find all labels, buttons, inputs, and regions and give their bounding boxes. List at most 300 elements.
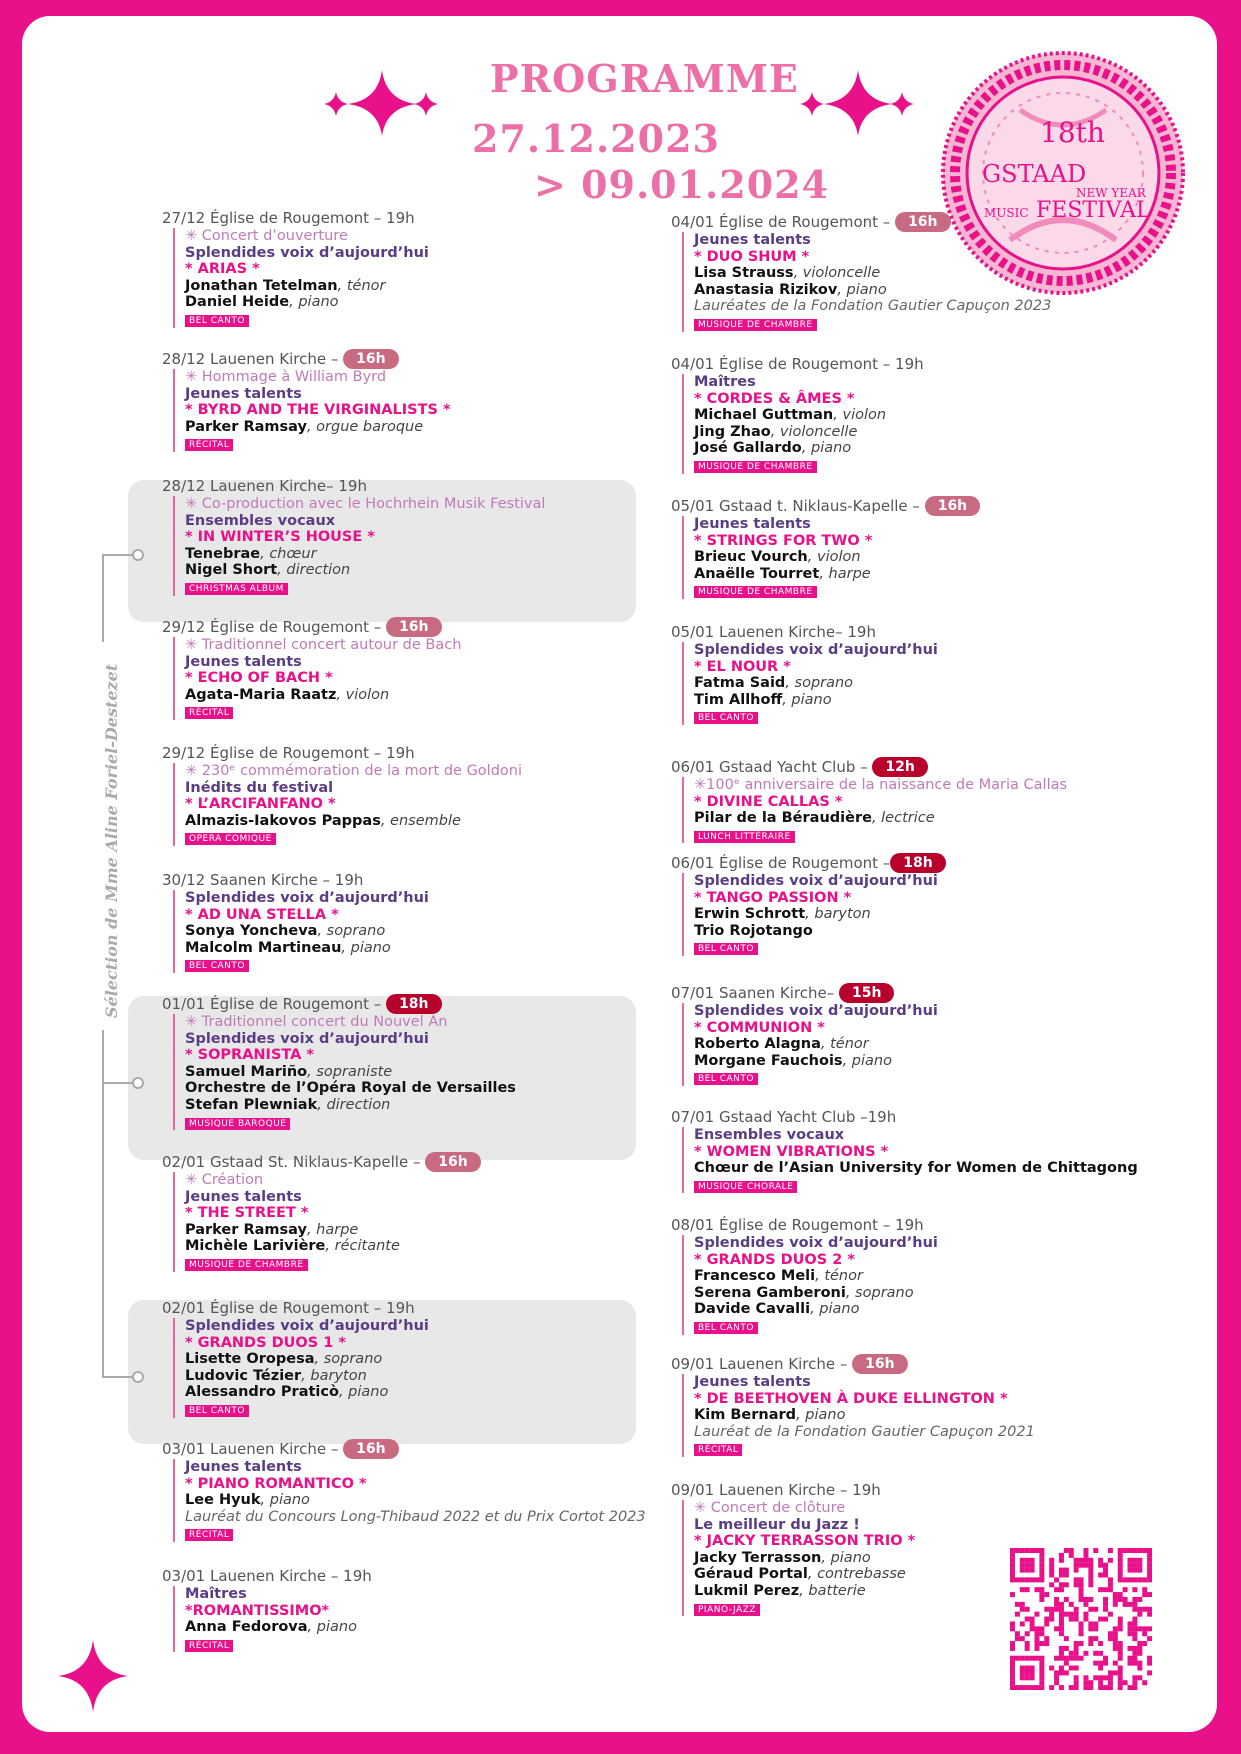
performer-role: , ténor (337, 277, 386, 294)
performer-role: , récitante (325, 1238, 400, 1255)
event-header (671, 757, 1141, 777)
performer-role: , direction (317, 1096, 391, 1113)
performer (694, 692, 1141, 709)
event-right-7 (671, 983, 1141, 1086)
event-right-6 (671, 853, 1141, 956)
genre-tag: BEL CANTO (185, 1405, 249, 1417)
event-right-9 (671, 1215, 1141, 1335)
event-header (671, 1354, 1141, 1374)
genre-tag-row (694, 1318, 1141, 1335)
event-header (162, 617, 632, 637)
event-category: Splendides voix d’aujourd’hui (694, 642, 938, 658)
performer (694, 923, 1141, 940)
time-badge: 18h (890, 853, 945, 873)
event-header (162, 476, 632, 496)
qr-code-icon[interactable] (1010, 1548, 1152, 1690)
event-left-4 (162, 617, 632, 720)
event-category: Splendides voix d’aujourd’hui (185, 1318, 429, 1334)
performer-name: Ludovic Tézier (185, 1367, 302, 1384)
genre-tag-row (694, 939, 1141, 956)
performer-name: Kim Bernard (694, 1407, 797, 1424)
event-date-venue: 02/01 Église de Rougemont – 19h (162, 1299, 415, 1317)
event-left-7 (162, 994, 632, 1130)
performer (694, 1268, 1141, 1285)
event-work-title: * THE STREET * (185, 1205, 309, 1222)
performer (185, 813, 632, 830)
performer-role: , soprano (785, 675, 854, 692)
genre-tag-row (694, 315, 1141, 332)
performer-name: Francesco Meli (694, 1268, 816, 1285)
performer-role: , soprano (314, 1351, 383, 1368)
event-header (671, 1480, 1141, 1500)
performer-name: Erwin Schrott (694, 906, 806, 923)
event-header (162, 994, 632, 1014)
event-right-8 (671, 1107, 1141, 1193)
event-work-title: * DIVINE CALLAS * (694, 793, 843, 810)
performer-role: , batterie (799, 1582, 866, 1599)
genre-tag: MUSIQUE DE CHAMBRE (694, 586, 817, 598)
sparkle-bottom-icon (56, 1638, 130, 1714)
event-category: Jeunes talents (185, 1459, 302, 1475)
time-badge: 18h (386, 994, 441, 1014)
performer-role: , soprano (845, 1284, 914, 1301)
performer-name: Chœur de l’Asian University for Women de Chittagong (694, 1160, 1138, 1177)
event-date-venue: 07/01 Saanen Kirche– (671, 984, 840, 1002)
event-category: Splendides voix d’aujourd’hui (694, 1235, 938, 1251)
performer (185, 1222, 632, 1239)
event-work-title: * DUO SHUM * (694, 248, 810, 265)
event-note: Lauréat du Concours Long-Thibaud 2022 et du Prix Cortot 2023 (185, 1508, 646, 1525)
event-category: Maîtres (694, 374, 756, 390)
performer-role: , piano (289, 294, 339, 311)
programme-page: PROGRAMME 27.12.2023 > 09.01.2024 18th GSTAAD NEW YEAR MUSIC FESTIVAL Sélection de Mme Aline Foriel-Destezet 27/12 Église de Rougemont – 19h ✳ Concert d’ouverture Splendides voix d’aujourd’hui * ARIAS * Jonathan Tetelman, ténor Daniel Heide, piano BEL CANTO 28/12 Lauenen Kirche – 16h ✳ Hommage à William Byrd Jeunes talents * BYRD AND THE VIRGINALISTS * Parker Ramsay, orgue baroque RÉCITAL 28/12 Lauenen Kirche– 19h ✳ Co-production avec le Hochrhein Musik Festival Ensembles vocaux * IN WINTER’S HOUSE * Tenebrae, chœur Nigel Short, direction CHRISTMAS ALBUM 29/12 Église de Rougemont – 16h ✳ Traditionnel concert autour de Bach Jeunes talents * ECHO OF BACH * Agata-Maria Raatz, violon RÉCITAL 29/12 Église de Rougemont – 19h ✳ 230ᵉ commémoration de la mort de Goldoni Inédits du festival * L’ARCIFANFANO * Almazis-Iakovos Pappas, ensemble OPERA COMIQUE 30/12 Saanen Kirche – 19h Splendides voix d’aujourd’hui * AD UNA STELLA * Sonya Yoncheva, soprano Malcolm Martineau, piano BEL CANTO 01/01 Église de Rougemont – 18h ✳ Traditionnel concert du Nouvel An Splendides voix d’aujourd’hui * SOPRANISTA * Samuel Mariño, sopraniste Orchestre de l’Opéra Royal de Versailles Stefan Plewniak, direction MUSIQUE BAROQUE 02/01 Gstaad St. Niklaus-Kapelle – 16h ✳ Création Jeunes talents * THE STREET * Parker Ramsay, harpe Michèle Larivière, récitante MUSIQUE DE CHAMBRE 02/01 Église de Rougemont – 19h Splendides voix d’aujourd’hui * GRANDS DUOS 1 * Lisette Oropesa, soprano Ludovic Tézier, baryton Alessandro Praticò, piano BEL CANTO 03/01 Lauenen Kirche – 16h Jeunes talents * PIANO ROMANTICO * Lee Hyuk, piano Lauréat du Concours Long-Thibaud 2022 et du Prix Cortot 2023 RÉCITAL 03/01 Lauenen Kirche – 19h Maîtres *ROMANTISSIMO* Anna Fedorova, piano RÉCITAL 04/01 Église de Rougemont – 16h Jeunes talents * DUO SHUM * Lisa Strauss, violoncelle Anastasia Rizikov, piano Lauréates de la Fondation Gautier Capuçon 2023 MUSIQUE DE CHAMBRE 04/01 Église de Rougemont – 19h Maîtres * CORDES & ÂMES * Michael Guttman, violon Jing Zhao, violoncelle José Gallardo, piano MUSIQUE DE CHAMBRE 05/01 Gstaad t. Niklaus-Kapelle – 16h Jeunes talents * STRINGS FOR TWO * Brieuc Vourch, violon Anaëlle Tourret, harpe MUSIQUE DE CHAMBRE 05/01 Lauenen Kirche– 19h Splendides voix d’aujourd’hui * EL NOUR * Fatma Said, soprano Tim Allhoff, piano BEL CANTO 06/01 Gstaad Yacht Club – 12h ✳100ᵉ anniversaire de la naissance de Maria Callas * DIVINE CALLAS * Pilar de la Béraudière, lectrice LUNCH LITTÉRAIRE 06/01 Église de Rougemont – 18h Splendides voix d’aujourd’hui * TANGO PASSION * Erwin Schrott, baryton Trio Rojotango BEL CANTO 07/01 Saanen Kirche– 15h Splendides voix d’aujourd’hui * COMMUNION * Roberto Alagna, ténor Morgane Fauchois, piano BEL CANTO 07/01 Gstaad Yacht Club –19h Ensembles vocaux * WOMEN VIBRATIONS * Chœur de l’Asian University for Women de Chittagong MUSIQUE CHORALE 08/01 Église de Rougemont – 19h Splendides voix d’aujourd’hui * GRANDS DUOS 2 * Francesco Meli, ténor Serena Gamberoni, soprano Davide Cavalli, piano BEL CANTO 09/01 Lauenen Kirche – 16h Jeunes talents * DE BEETHOVEN À DUKE ELLINGTON * Kim Bernard, piano Lauréat de la Fondation Gautier Capuçon 2021 RÉCITAL 09/01 Lauenen Kirche – 19h ✳ Concert de clôture Le meilleur du Jazz ! * JACKY TERRASSON TRIO * Jacky Terrasson, piano Géraud Portal, contrebasse Lukmil Perez, batterie PIANO-JAZZ (22, 16, 1217, 1732)
performer (185, 1238, 632, 1255)
event-category: Splendides voix d’aujourd’hui (185, 890, 429, 906)
performer (694, 1301, 1141, 1318)
sparkle-left-icon (322, 68, 442, 138)
event-special: ✳ Création (185, 1172, 264, 1188)
genre-tag-row (185, 956, 632, 973)
event-left-10 (162, 1439, 646, 1542)
event-left-2 (162, 349, 632, 452)
event-special: ✳ Concert d’ouverture (185, 228, 348, 244)
event-body (173, 496, 632, 596)
event-date-venue: 28/12 Lauenen Kirche– 19h (162, 477, 367, 495)
event-date-venue: 09/01 Lauenen Kirche – 19h (671, 1481, 881, 1499)
performer-role: , piano (307, 1619, 357, 1636)
genre-tag: LUNCH LITTÉRAIRE (694, 831, 795, 843)
genre-tag-row (694, 708, 1141, 725)
event-right-3 (671, 496, 1141, 599)
genre-tag-row (694, 1069, 1141, 1086)
performer (694, 675, 1141, 692)
performer-role: , piano (842, 1052, 892, 1069)
event-date-venue: 05/01 Lauenen Kirche– 19h (671, 623, 876, 641)
performer-role: , direction (277, 562, 351, 579)
event-work-title: * PIANO ROMANTICO * (185, 1475, 367, 1492)
event-note: Lauréat de la Fondation Gautier Capuçon 2021 (694, 1423, 1035, 1440)
event-date-venue: 04/01 Église de Rougemont – (671, 213, 896, 231)
performer (185, 546, 632, 563)
genre-tag: MUSIQUE BAROQUE (185, 1118, 290, 1130)
event-header (671, 853, 1141, 873)
genre-tag: MUSIQUE DE CHAMBRE (694, 319, 817, 331)
performer-name: Michael Guttman (694, 407, 834, 424)
event-left-1 (162, 208, 632, 328)
event-header (671, 622, 1141, 642)
performer-name: Lukmil Perez (694, 1582, 800, 1599)
performer-name: Alessandro Praticò (185, 1384, 339, 1401)
performer (185, 562, 632, 579)
genre-tag: RÉCITAL (185, 707, 233, 719)
performer (694, 1053, 1141, 1070)
genre-tag-row (185, 1525, 632, 1542)
event-body (173, 228, 632, 328)
event-body (173, 1014, 632, 1130)
event-category: Jeunes talents (694, 232, 811, 248)
bracket-dot-1 (132, 549, 144, 561)
genre-tag-row (185, 1255, 632, 1272)
event-note: Lauréates de la Fondation Gautier Capuçon 2023 (694, 298, 1052, 315)
event-body (173, 369, 632, 452)
performer-name: Fatma Said (694, 675, 786, 692)
performer-name: Jonathan Tetelman (185, 277, 338, 294)
time-badge: 16h (425, 1152, 480, 1172)
performer-name: Lisa Strauss (694, 265, 794, 282)
event-date-venue: 28/12 Lauenen Kirche – (162, 350, 344, 368)
performer (185, 1492, 632, 1509)
performer-name: Serena Gamberoni (694, 1284, 846, 1301)
event-special: ✳ Traditionnel concert autour de Bach (185, 637, 462, 653)
performer-role: , violon (807, 549, 861, 566)
event-category: Le meilleur du Jazz ! (694, 1516, 860, 1533)
event-work-title: * L’ARCIFANFANO * (185, 796, 336, 813)
performer-role: , harpe (819, 565, 871, 582)
event-left-9 (162, 1298, 632, 1418)
performer (185, 1097, 632, 1114)
time-badge: 12h (872, 757, 927, 777)
event-right-2 (671, 354, 1141, 474)
event-work-title: * DE BEETHOVEN À DUKE ELLINGTON * (694, 1390, 1008, 1407)
performer (185, 1368, 632, 1385)
event-date-venue: 08/01 Église de Rougemont – 19h (671, 1216, 924, 1234)
performer-name: José Gallardo (694, 440, 802, 457)
performer-name: Trio Rojotango (694, 922, 813, 939)
event-header (671, 1215, 1141, 1235)
performer-name: Almazis-Iakovos Pappas (185, 812, 381, 829)
genre-tag: RÉCITAL (185, 1529, 233, 1541)
event-body (173, 1459, 646, 1542)
performer-role: , sopraniste (307, 1063, 393, 1080)
event-work-title: *ROMANTISSIMO* (185, 1602, 330, 1619)
genre-tag-row (185, 579, 632, 596)
genre-tag-row (694, 582, 1141, 599)
genre-tag-row (694, 1440, 1141, 1457)
performer-role: , soprano (317, 923, 386, 940)
performer (694, 282, 1141, 299)
event-header (671, 496, 1141, 516)
genre-tag-row (185, 703, 632, 720)
sparkle-right-icon (798, 68, 918, 138)
performer-role: , ténor (820, 1036, 869, 1053)
event-right-1 (671, 212, 1141, 332)
event-category: Inédits du festival (185, 779, 334, 796)
date-end: > 09.01.2024 (534, 162, 830, 207)
performer-role: , lectrice (871, 810, 935, 827)
event-category: Splendides voix d’aujourd’hui (694, 873, 938, 889)
performer-name: Morgane Fauchois (694, 1052, 843, 1069)
event-special: ✳ Co-production avec le Hochrhein Musik Festival (185, 496, 546, 512)
event-date-venue: 05/01 Gstaad t. Niklaus-Kapelle – (671, 497, 925, 515)
event-right-10 (671, 1354, 1141, 1457)
event-body (173, 1172, 632, 1272)
performer-role: , chœur (260, 545, 317, 562)
event-date-venue: 30/12 Saanen Kirche – 19h (162, 871, 364, 889)
event-header (671, 983, 1141, 1003)
event-category: Jeunes talents (694, 516, 811, 532)
performer-name: Jing Zhao (694, 423, 771, 440)
event-header (162, 1566, 632, 1586)
event-body (682, 1127, 1141, 1193)
event-body (173, 1586, 632, 1652)
event-date-venue: 29/12 Église de Rougemont – 19h (162, 744, 415, 762)
event-work-title: * TANGO PASSION * (694, 889, 852, 906)
performer-name: Nigel Short (185, 562, 278, 579)
event-body (173, 890, 632, 973)
performer (185, 419, 632, 436)
genre-tag-row (185, 1401, 632, 1418)
event-date-venue: 02/01 Gstaad St. Niklaus-Kapelle – (162, 1153, 426, 1171)
bracket-dot-2 (132, 1077, 144, 1089)
event-date-venue: 03/01 Lauenen Kirche – (162, 1440, 344, 1458)
performer (694, 810, 1141, 827)
performer-name: Orchestre de l’Opéra Royal de Versailles (185, 1080, 516, 1097)
performer-name: Anastasia Rizikov (694, 281, 838, 298)
genre-tag: BEL CANTO (694, 1322, 758, 1334)
performer-name: Anna Fedorova (185, 1619, 308, 1636)
performer-name: Pilar de la Béraudière (694, 810, 872, 827)
event-work-title: * ARIAS * (185, 261, 260, 278)
event-category: Jeunes talents (185, 1188, 302, 1205)
bracket-dot-3 (132, 1371, 144, 1383)
performer-name: Malcolm Martineau (185, 939, 342, 956)
performer (694, 1285, 1141, 1302)
performer-name: Anaëlle Tourret (694, 565, 820, 582)
event-body (682, 1003, 1141, 1086)
event-left-8 (162, 1152, 632, 1272)
performer (694, 1036, 1141, 1053)
performer (185, 294, 632, 311)
event-category: Ensembles vocaux (185, 512, 336, 529)
event-left-5 (162, 743, 632, 846)
performer (694, 407, 1141, 424)
performer-role: , piano (338, 1384, 389, 1401)
event-header (162, 1439, 632, 1459)
event-header (162, 349, 632, 369)
performer-role: , piano (801, 440, 852, 457)
performer (185, 687, 632, 704)
logo-music: MUSIC (984, 206, 1029, 220)
performer-name: Michèle Larivière (185, 1238, 326, 1255)
performer-role: , contrebasse (807, 1566, 906, 1583)
event-left-3 (162, 476, 632, 596)
genre-tag: BEL CANTO (185, 315, 249, 327)
event-category: Jeunes talents (185, 385, 302, 402)
event-category: Splendides voix d’aujourd’hui (185, 244, 429, 261)
genre-tag: OPERA COMIQUE (185, 833, 276, 845)
performer (185, 278, 632, 295)
event-body (173, 763, 632, 846)
event-special: ✳ Traditionnel concert du Nouvel An (185, 1014, 448, 1030)
event-category: Jeunes talents (694, 1374, 811, 1390)
event-category: Jeunes talents (185, 653, 302, 670)
event-date-venue: 07/01 Gstaad Yacht Club –19h (671, 1108, 897, 1126)
event-work-title: * JACKY TERRASSON TRIO * (694, 1533, 916, 1550)
performer (185, 1619, 632, 1636)
event-date-venue: 06/01 Gstaad Yacht Club – (671, 758, 873, 776)
performer-role: , violoncelle (793, 265, 881, 282)
programme-title: PROGRAMME (490, 56, 799, 101)
performer (185, 1351, 632, 1368)
event-header (671, 212, 1141, 232)
performer-name: Lee Hyuk (185, 1492, 261, 1509)
performer (694, 440, 1141, 457)
performer (185, 1080, 632, 1097)
event-work-title: * COMMUNION * (694, 1019, 825, 1036)
time-badge: 16h (925, 496, 980, 516)
event-body (682, 232, 1141, 332)
event-work-title: * WOMEN VIBRATIONS * (694, 1143, 889, 1160)
event-body (682, 374, 1141, 474)
event-header (162, 870, 632, 890)
performer-name: Tim Allhoff (694, 691, 783, 708)
event-work-title: * ECHO OF BACH * (185, 670, 333, 687)
event-work-title: * GRANDS DUOS 1 * (185, 1334, 346, 1351)
performer-name: Davide Cavalli (694, 1301, 811, 1318)
performer-name: Samuel Mariño (185, 1063, 308, 1080)
performer-name: Tenebrae (185, 545, 261, 562)
genre-tag-row (694, 827, 1141, 844)
performer-role: , baryton (805, 906, 871, 923)
performer-role: , ensemble (380, 812, 461, 829)
time-badge: 15h (839, 983, 894, 1003)
performer-role: , piano (260, 1492, 310, 1509)
performer (694, 1407, 1141, 1424)
genre-tag-row (185, 311, 632, 328)
time-badge: 16h (386, 617, 441, 637)
event-header (162, 1298, 632, 1318)
performer-name: Jacky Terrasson (694, 1549, 822, 1566)
genre-tag: BEL CANTO (694, 712, 758, 724)
performer-role: , violon (336, 686, 390, 703)
event-work-title: * STRINGS FOR TWO * (694, 532, 873, 549)
performer-name: Daniel Heide (185, 294, 290, 311)
event-date-venue: 27/12 Église de Rougemont – 19h (162, 209, 415, 227)
performer-role: , ténor (815, 1268, 863, 1285)
event-body (173, 1318, 632, 1418)
genre-tag: MUSIQUE DE CHAMBRE (185, 1259, 308, 1271)
event-work-title: * AD UNA STELLA * (185, 906, 339, 923)
performer-role: , piano (837, 281, 887, 298)
performer (694, 906, 1141, 923)
event-work-title: * IN WINTER’S HOUSE * (185, 529, 375, 546)
event-date-venue: 03/01 Lauenen Kirche – 19h (162, 1567, 372, 1585)
performer-role: , piano (782, 691, 832, 708)
genre-tag: CHRISTMAS ALBUM (185, 583, 288, 595)
genre-tag-row (185, 1114, 632, 1131)
performer-name: Lisette Oropesa (185, 1351, 315, 1368)
logo-festival: FESTIVAL (1036, 198, 1151, 223)
time-badge: 16h (852, 1354, 907, 1374)
genre-tag: BEL CANTO (694, 943, 758, 955)
event-category: Splendides voix d’aujourd’hui (185, 1030, 429, 1047)
genre-tag: RÉCITAL (694, 1444, 742, 1456)
genre-tag-row (694, 457, 1141, 474)
event-body (682, 516, 1141, 599)
event-header (162, 1152, 632, 1172)
performer (694, 265, 1141, 282)
performer (694, 549, 1141, 566)
performer-role: , orgue baroque (306, 418, 424, 435)
event-special: ✳ 230ᵉ commémoration de la mort de Goldoni (185, 763, 523, 779)
performer (185, 940, 632, 957)
event-category: Splendides voix d’aujourd’hui (694, 1003, 938, 1019)
performer-name: Parker Ramsay (185, 1221, 307, 1238)
genre-tag-row (185, 435, 632, 452)
performer-name: Géraud Portal (694, 1566, 808, 1583)
event-header (162, 743, 632, 763)
event-date-venue: 04/01 Église de Rougemont – 19h (671, 355, 924, 373)
event-work-title: * GRANDS DUOS 2 * (694, 1251, 855, 1268)
event-header (671, 354, 1141, 374)
performer-name: Stefan Plewniak (185, 1096, 318, 1113)
bracket-top-vertical (102, 554, 104, 642)
performer-role: , piano (796, 1407, 846, 1424)
performer (185, 1064, 632, 1081)
event-body (682, 777, 1141, 843)
time-badge: 16h (343, 1439, 398, 1459)
performer-role: , violon (833, 407, 887, 424)
performer-name: Agata-Maria Raatz (185, 686, 337, 703)
performer-role: , piano (341, 939, 391, 956)
performer (185, 923, 632, 940)
event-body (682, 1374, 1141, 1457)
event-right-4 (671, 622, 1141, 725)
event-work-title: * SOPRANISTA * (185, 1047, 315, 1064)
performer-role: , baryton (301, 1367, 367, 1384)
event-special: ✳100ᵉ anniversaire de la naissance de Maria Callas (694, 777, 1068, 793)
genre-tag-row (694, 1177, 1141, 1194)
event-left-6 (162, 870, 632, 973)
event-date-venue: 01/01 Église de Rougemont – (162, 995, 387, 1013)
time-badge: 16h (343, 349, 398, 369)
logo-gstaad: GSTAAD (982, 160, 1087, 188)
event-body (173, 637, 632, 720)
performer (694, 566, 1141, 583)
performer-role: , violoncelle (770, 423, 858, 440)
event-category: Maîtres (185, 1586, 247, 1602)
event-work-title: * BYRD AND THE VIRGINALISTS * (185, 402, 451, 419)
event-body (682, 873, 1141, 956)
event-header (671, 1107, 1141, 1127)
event-date-venue: 29/12 Église de Rougemont – (162, 618, 387, 636)
event-left-11 (162, 1566, 632, 1652)
performer-name: Brieuc Vourch (694, 549, 808, 566)
event-body (682, 1235, 1141, 1335)
performer-role: , piano (810, 1301, 860, 1318)
time-badge: 16h (895, 212, 950, 232)
date-start: 27.12.2023 (472, 116, 720, 161)
